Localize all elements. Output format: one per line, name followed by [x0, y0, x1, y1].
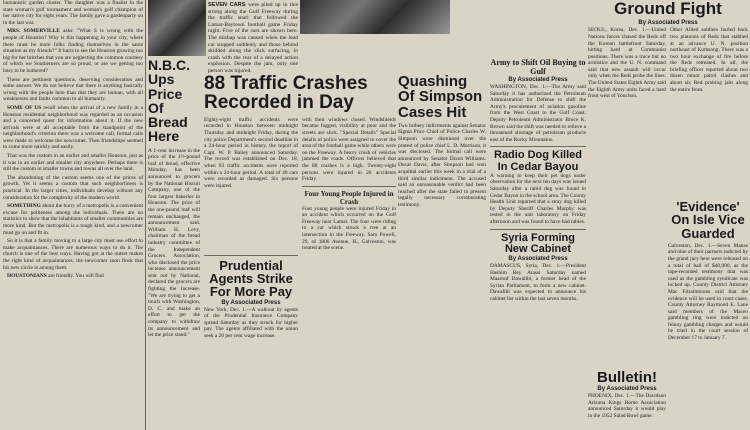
col1-para9-initials: HOUSTONIANS	[7, 273, 47, 280]
traffic-article	[204, 74, 396, 430]
army-headline: Army to Shift Oil Buying to Gulf	[490, 58, 586, 76]
army-byline: By Associated Press	[508, 77, 568, 83]
photo-caption-lead: SEVEN CARS	[208, 2, 246, 8]
traffic-rule	[302, 186, 396, 187]
syria-text: DAMASCUS, Syria, Dec. 1.—President Hashim Bey Atassi Saturday named Maarouf Dawalibi, a former head of the Syrian Parliament, to form a new cabinet. Dawalibi was expected to announce his cabinet list within the last seven months.	[490, 262, 586, 302]
col1-para4-initials: SOME OF US	[7, 104, 42, 111]
ground-fight-text: SEOUL, Korea, Dec. 1.—United Nations forces chased the Reds off the Korean battlefront Saturday, hitting hard at Communist positions. There was a truce but no armistice and the U. N. command said that new assault will occur only when the Reds probe the lines. The United States Eighth Army said the Eighth Army units faced a hard front west of Yonchon.	[588, 27, 667, 100]
traffic-text-2: with their windows closed. Windshields became fogged, visibility at poor and the streets are slick. "Special Details" Special details of police were assigned to cover the area of the football game while others were on the Freeway. A heavy crush of vehicles jammed the roads. Officers believed that the 88 crashes is a high. Twenty-eight persons were injured in 28 accidents Friday.	[302, 116, 396, 183]
prudential-text: New York, Dec. 1.—A walkout by agents of the Prudential Insurance Company spread Saturday as they struck for higher pay. The agents affiliated with the union seek a 20 per cent wage increase.	[204, 306, 298, 339]
bulletin-headline: Bulletin!	[597, 369, 657, 386]
prudential-rule	[204, 255, 298, 256]
column-rule	[145, 0, 146, 430]
quashing-text: Two bribery indictments against Senator Sigma Price Chief of Police Charles W. Simpson were dismissed over the protest of police chief L. D. Morrison, it was disclosed. The formal call were announced by Senator Dixon Williams. Ducat Davis, after Simpson had won acquittal earlier this week in a trial of a third similar indictment. The accused said an unreasonable verdict had been reached after the state failed to present legally necessary corroborating testimony.	[398, 122, 486, 209]
evidence-article	[668, 199, 748, 342]
ground-fight-byline: By Associated Press	[638, 20, 698, 27]
syria-rule	[490, 229, 586, 230]
bulletin-article	[588, 370, 666, 430]
crash-photo	[148, 0, 206, 56]
radio-dog-headline: Radio Dog Killed In Cedar Bayou	[494, 149, 582, 173]
traffic-text: Eighty-eight traffic accidents were recorded in Houston between midnight Thursday and midnight Friday, during the city police Department's second deadline in a 24-hour period in history, the report of Capt. W. P. Bailey announced Saturday. The record was established on Dec. 18, when 93 traffic accidents were reported within a 24-hour period. A total of 40 cars were recorded as damaged. Six persons were injured.	[204, 116, 298, 189]
quashing-headline: Quashing Of Simpson Cases Hit	[398, 73, 483, 121]
evidence-headline: 'Evidence' On Isle Vice Guarded	[671, 199, 745, 241]
traffic-headline: 88 Traffic Crashes Recorded in Day	[204, 73, 368, 114]
photo-caption-text: were piled up in this strong along the Gulf Freeway during the traffic snarl that followed the Lamar-Baytown football game Friday night. Five of the cars are shown here. The mishap was caused when the lead car stopped suddenly and those behind skidded along the slick surfacing, in crash with the rear of a delayed action explosion. Despite the jam, only one person was injured.	[208, 2, 298, 74]
evidence-text: Galveston, Dec. 1.—Seven Manse and nine of their partners indicted by the grand jury here were released on a total of bail of $40,000, as the tape-recorded testimony that was used as the gambling syndicate was locked up. County District Attorney Mac Fitzsimmons said that the evidence will be used in court cases. County Attorney Raymond E. Lane said members of the Maceo gambling ring were indicted on felony gambling charges and would be tried in the court session of December 17 to January 7.	[668, 242, 748, 342]
four-young-headline: Four Young People Injured in Crash	[304, 189, 394, 206]
crash-photo-right	[300, 0, 450, 34]
prudential-byline: By Associated Press	[221, 299, 281, 306]
col1-para2: asks: "What S is wrong with the people of Houston? Why is this happening in your city, where there must be more folks finding themselves in the same situation as my friends?" It hurts to see the Houston growing too big for her britches that you are neglecting the common courtesy of which we Southerners are so proud, or are we getting too busy to be bothered?	[3, 28, 143, 74]
ground-fight-headline: Ground Fight	[614, 0, 722, 18]
col1-para6: The abandoning of the custom seems one of the prices of growth. Yet it seems a custom that such neighborliness is practical. In the larger cities, individuals develop without any consideration for the complexity of the modern world.	[3, 174, 143, 201]
radio-dog-text: A warning to keep their pet dogs under observation for the next ten days was issued Saturday after a rabid dog was found in Cedar Bayou in the school area. The County Health Unit reported that a stray dog killed by Deputy Sheriff Charles Murphy was tested in the unit laboratory on Friday afternoon and was found to have had rabies.	[490, 172, 586, 225]
four-young-text: Four young people were injured Friday in an accident which occurred on the Gulf Freeway near Lamar. The four were riding in a car which struck a tree at an intersection in the Freeway. Sam Powell, 29, of 1806 Avenue, H., Galveston, was treated at the scene.	[302, 205, 396, 252]
prudential-headline: Prudential Agents Strike For More Pay	[209, 257, 293, 300]
col1-para5: That was the custom in an earlier and smaller Houston, just as it was in an earlier and smaller city anywhere. Perhaps there is still the custom in smaller towns and towns all over the land.	[3, 153, 143, 173]
nbc-headline: N.B.C. Ups Price Of Bread Here	[148, 57, 190, 145]
syria-headline: Syria Forming New Cabinet	[501, 231, 575, 255]
col1-para7-initials: SOMETHING	[7, 203, 41, 210]
col1-top-text: humanistic garden cluster. The daughter was a finalist in the state woman's golf tournament and woman's golf champion of her native city for eight years. The family gave a gardenparty on in the last war.	[3, 0, 143, 26]
column-1	[3, 0, 143, 430]
bulletin-byline: By Associated Press	[597, 386, 657, 393]
quashing-article	[398, 74, 486, 430]
ground-fight-text-2: Other Allied soldiers hurled back two platoons of Reds that stabbed at an advance U. N. position northeast of Kumsong. There was a two hour exchange of fire before the Reds retreated. In all, the briefing officer reported about two dozen minor patrol clashes and about six Red probing jabs along the entire front.	[670, 27, 748, 93]
photo-caption	[208, 2, 298, 72]
col1-para4: recall when the arrival of a new family in a Houston residential neighborhood was regarded as an occasion and a concerted quest for information about it. If the new arrivals were at all acceptable from the standpoint of the neighborhood's criterion there was a welcome call, formal calls were made to welcome the newcomer. Then friendships seemed to come more quickly and easily.	[3, 104, 143, 151]
syria-byline: By Associated Press	[508, 255, 568, 262]
nbc-text: A 1-cent increase in the price of the 1½-pound loaf of bread, effective Monday, has been announced to grocers by the National Biscuit Company, one of the four largest bakeries in Houston. The price of the one-pound loaf will remain unchanged, the announcement said. William H. Levy, chairman of the bread industry committee of the Independent Grocers Association, who disclosed the price increase announcement sent out by National, declared the grocers are fighting the increase. "We are trying to get a touch with Washington, D. C. and make an effort to get the company to withdraw its announcement and let the price stand."	[148, 147, 200, 339]
col1-para9: are friendly. You will find	[48, 273, 104, 280]
col1-para8: So it is that a family moving to a large city must use effort to make acquaintances. There are numerous ways to do it. The church is one of the best ways. Having got at the outset makes the right kind of acquaintances, the newcomer soon finds that his new circle is among them.	[3, 238, 143, 271]
col1-para3: These are pertinent questions, deserving consideration and some answer. We do not believe that there is anything basically wrong with the people here than that they are human, with all weaknesses and faults common to all humanity.	[3, 76, 143, 103]
column-1-text	[3, 0, 143, 280]
col1-para2-initials: MRS. SOMERVILLE	[7, 28, 60, 35]
ground-fight-article	[588, 0, 748, 130]
col1-para7: about the hurry of a metropolis is a convenient excuse for politeness among the individuals. There are no statistics to show that the inhabitants of smaller communities are more kind. But the metropolis is a tough kind, and a newcomer must go on and fit in.	[3, 203, 143, 236]
bulletin-text: PHOENIX, Dec. 1.—The Davidson Arizona Kings Home Association announced Saturday it would play in the 1952 Salad Bowl game.	[588, 393, 666, 420]
army-article	[490, 58, 586, 430]
radio-dog-rule	[490, 146, 586, 147]
nbc-article	[148, 58, 200, 430]
army-text: WASHINGTON, Dec. 1.—The Army said Saturday it has authorized the Petroleum Administration for Defense to shift the Army's procurement of aviation gasoline from the West Coast to the Gulf Coast. Deputy Petroleum Administrator Bruce K. Brown said the shift was needed to relieve a threatened shortage of petroleum products east of the Rocky Mountains.	[490, 84, 586, 143]
